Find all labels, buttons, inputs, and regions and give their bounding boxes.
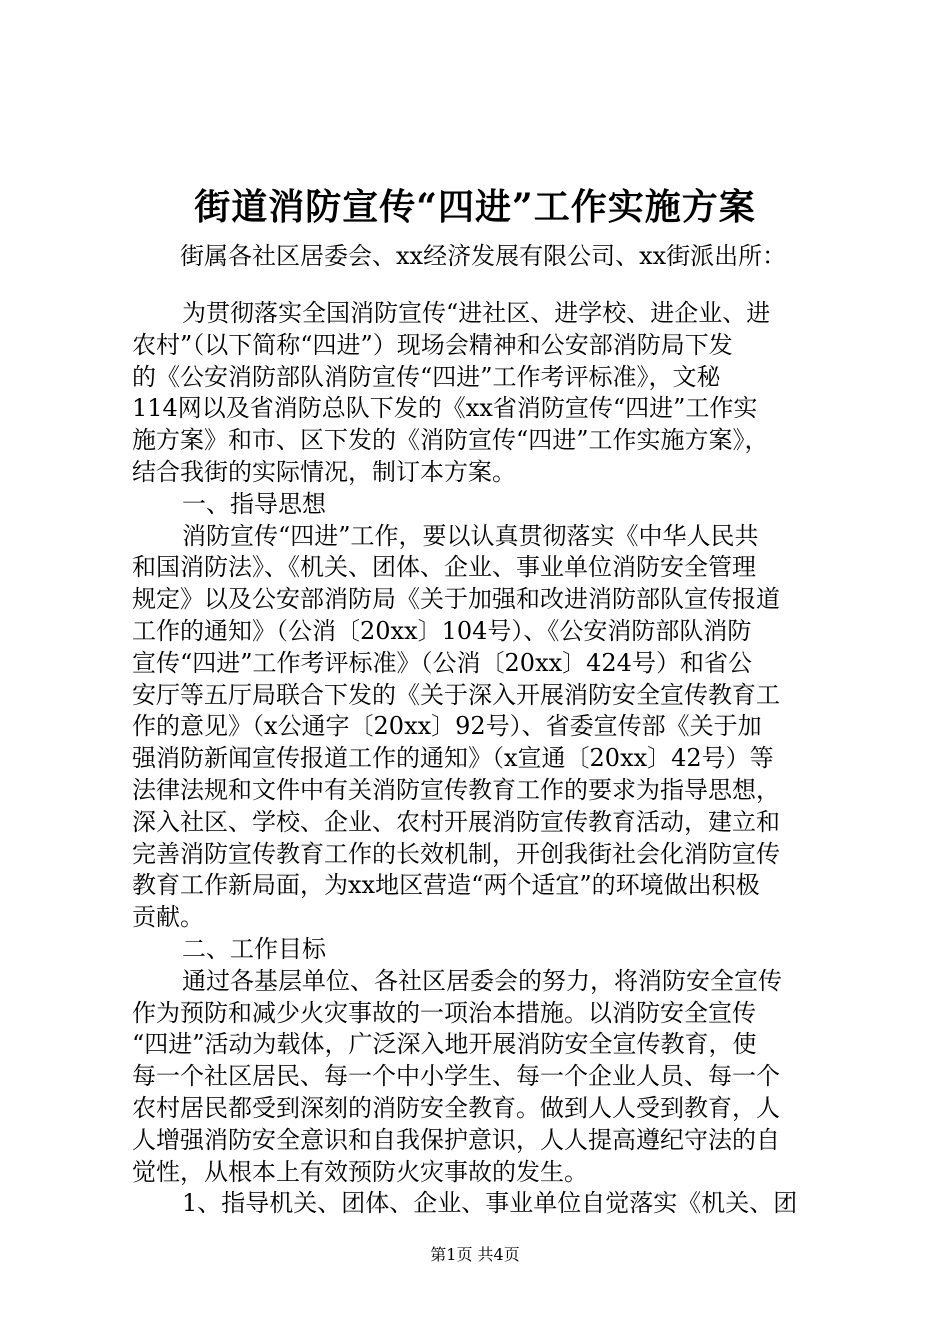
body-line: 完善消防宣传教育工作的长效机制，开创我街社会化消防宣传: [132, 839, 780, 868]
body-line: 规定》以及公安部消防局《关于加强和改进消防部队宣传报道: [132, 585, 780, 614]
body-line: 强消防新闻宣传报道工作的通知》（x宣通〔20xx〕42号）等: [132, 744, 774, 773]
body-line: 工作的通知》（公消〔20xx〕104号）、《公安消防部队消防: [132, 617, 752, 645]
body-line: 宣传“四进”工作考评标准》（公消〔20xx〕424号）和省公: [132, 648, 752, 677]
body-line: 为贯彻落实全国消防宣传“进社区、进学校、进企业、进: [182, 299, 771, 327]
body-line: 深入社区、学校、企业、农村开展消防宣传教育活动，建立和: [132, 807, 780, 836]
body-line: 施方案》和市、区下发的《消防宣传“四进”工作实施方案》，: [132, 426, 769, 455]
body-line: 觉性，从根本上有效预防火灾事故的发生。: [132, 1157, 588, 1186]
body-line: “四进”活动为载体，广泛深入地开展消防安全宣传教育，使: [132, 1030, 757, 1059]
body-line: 作的意见》（x公通字〔20xx〕92号）、省委宣传部《关于加: [132, 712, 762, 741]
body-line: 114网以及省消防总队下发的《xx省消防宣传“四进”工作实: [132, 394, 758, 423]
body-line: 作为预防和减少火灾事故的一项治本措施。以消防安全宣传: [132, 998, 756, 1027]
body-line: 人增强消防安全意识和自我保护意识，人人提高遵纪守法的自: [132, 1125, 780, 1154]
body-line: 安厅等五厅局联合下发的《关于深入开展消防安全宣传教育工: [132, 680, 780, 709]
body-line: 的《公安消防部队消防宣传“四进”工作考评标准》，文秘: [132, 362, 721, 391]
body-line: 和国消防法》、《机关、团体、企业、事业单位消防安全管理: [132, 553, 756, 582]
section-heading: 二、工作目标: [182, 935, 326, 963]
salutation: 街属各社区居委会、xx经济发展有限公司、xx街派出所：: [180, 242, 787, 270]
body-line: 通过各基层单位、各社区居委会的努力，将消防安全宣传: [182, 966, 782, 995]
body-line: 教育工作新局面，为xx地区营造“两个适宜”的环境做出积极: [132, 871, 760, 900]
body-line: 1、指导机关、团体、企业、事业单位自觉落实《机关、团: [182, 1189, 798, 1218]
section-heading: 一、指导思想: [182, 489, 326, 518]
body-line: 消防宣传“四进”工作，要以认真贯彻落实《中华人民共: [182, 521, 759, 550]
document-title: 街道消防宣传“四进”工作实施方案: [194, 186, 756, 228]
body-line: 法律法规和文件中有关消防宣传教育工作的要求为指导思想，: [132, 776, 780, 804]
body-line: 农村”（以下简称“四进”）现场会精神和公安部消防局下发: [132, 330, 733, 359]
body-line: 农村居民都受到深刻的消防安全教育。做到人人受到教育，人: [132, 1094, 780, 1122]
page-number: 第1页 共4页: [430, 1245, 520, 1264]
body-line: 贡献。: [132, 903, 204, 932]
body-line: 每一个社区居民、每一个中小学生、每一个企业人员、每一个: [132, 1062, 780, 1091]
body-line: 结合我街的实际情况，制订本方案。: [132, 458, 516, 486]
